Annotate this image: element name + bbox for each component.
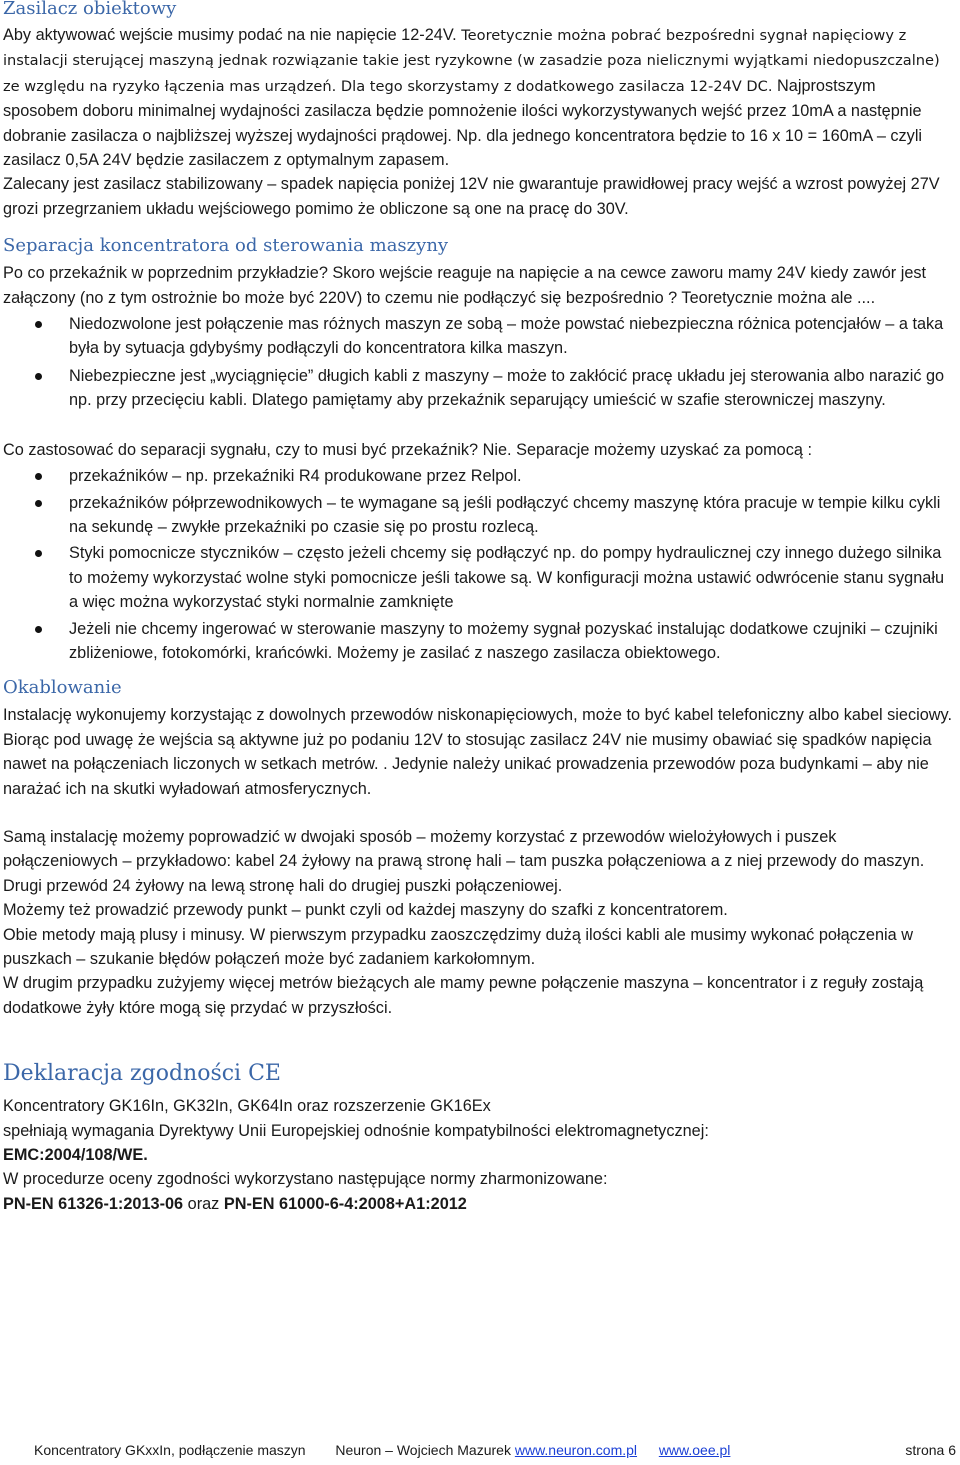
okablowanie-paragraph-4: Obie metody mają plusy i minusy. W pierwszym przypadku zaoszczędzimy dużą ilości kabli ale musimy wykonać połączenia w puszkach – szukanie błędów połączeń może być zadaniem karkołomnym. [3,925,913,968]
list-item: przekaźników – np. przekaźniki R4 produkowane przez Relpol. [3,464,955,488]
deklaracja-norms [3,1192,955,1216]
emc-directive: EMC:2004/108/WE. [3,1146,148,1165]
okablowanie-paragraph-2: Samą instalację możemy poprowadzić w dwojaki sposób – możemy korzystać z przewodów wielożyłowych i puszek połączeniowych – przykładowo: kabel 24 żyłowy na prawą stronę hali – tam puszka połączeniowa a z niej przewody do maszyn. Drugi przewód 24 żyłowy na lewą stronę hali do drugiej puszki połączeniowej. [3,827,925,895]
separacja-question: Co zastosować do separacji sygnału, czy to musi być przekaźnik? Nie. Separacje możemy uzyskać za pomocą : [3,440,812,459]
section-title-okablowanie: Okablowanie [3,677,122,699]
section-title-deklaracja: Deklaracja zgodności CE [3,1061,281,1087]
page-footer [34,1441,956,1459]
footer-link-neuron[interactable]: www.neuron.com.pl [514,1442,638,1458]
okablowanie-paragraph-3: Możemy też prowadzić przewody punkt – punkt czyli od każdej maszyny do szafki z koncentratorem. [3,901,728,920]
deklaracja-requirements: spełniają wymagania Dyrektywy Unii Europejskiej odnośnie kompatybilności elektromagnetycznej: [3,1121,709,1140]
list-item: Jeżeli nie chcemy ingerować w sterowanie maszyny to możemy sygnał pozyskać instalując dodatkowe czujniki – czujniki zbliżeniowe, fotokomórki, krańcówki. Możemy je zasilać z naszego zasilacza obiektowego. [3,617,955,666]
separacja-intro: Po co przekaźnik w poprzednim przykładzie? Skoro wejście reaguje na napięcie a na cewce zaworu mamy 24V kiedy zawór jest załączony (no z tym ostrożnie bo może być 220V) to czemu nie podłączyć się bezpośrednio ? Teoretycznie można ale .... [3,264,927,307]
section-title-separacja: Separacja koncentratora od sterowania maszyny [3,235,449,257]
footer-link-oee[interactable]: www.oee.pl [658,1442,731,1458]
page-number: 6 [948,1442,956,1458]
list-item: Niebezpieczne jest „wyciągnięcie” długich kabli z maszyny – może to zakłócić pracę układu jej sterowania albo narazić go np. przy przecięciu kabli. Dlatego pamiętamy aby przekaźnik separujący umieścić w szafie sterowniczej maszyny. [3,364,955,413]
footer-author: Neuron – Wojciech Mazurek [335,1442,511,1458]
okablowanie-paragraph-1: Instalację wykonujemy korzystając z dowolnych przewodów niskonapięciowych, może to być kabel telefoniczny albo kabel sieciowy. Biorąc pod uwagę że wejścia są aktywne już po podaniu 12V to stosując zasilacz 24V nie musimy obawiać się spadków napięcia nawet na połączeniach liczonych w setkach metrów. . Jedynie należy unikać prowadzenia przewodów poza budynkami – aby nie narażać ich na skutki wyładowań atmosferycznych. [3,706,952,798]
list-item: przekaźników półprzewodnikowych – te wymagane są jeśli podłączyć chcemy maszynę która pracuje w tempie kilku cykli na sekundę – zwykłe przekaźniki po czasie się po prostu rozlecą. [3,491,955,540]
footer-document-title: Koncentratory GKxxIn, podłączenie maszyn [34,1442,306,1458]
zasilacz-p1-lead: Aby aktywować wejście musimy podać na nie napięcie 12-24V. [3,26,462,44]
deklaracja-procedure: W procedurze oceny zgodności wykorzystano następujące normy zharmonizowane: [3,1170,608,1189]
page-label: strona [905,1442,945,1458]
okablowanie-paragraph-5: W drugim przypadku zużyjemy więcej metrów bieżących ale mamy pewne połączenie maszyna – koncentrator i z reguły zostają dodatkowe żyły które mogą się przydać w przyszłości. [3,974,924,1017]
zasilacz-p1-tail: Najprostszym sposobem doboru minimalnej wydajności zasilacza będzie pomnożenie ilości wykorzystywanych wejść przez 10mA a następnie dobranie zasilacza o najbliższej wyższej wydajności prądowej. Np. dla jednego koncentratora będzie to 16 x 10 = 160mA – czyli zasilacz 0,5A 24V będzie zasilaczem z optymalnym zapasem. [3,76,923,170]
footer-page-number [905,1441,956,1459]
norm-1: PN-EN 61326-1:2013-06 [3,1194,184,1213]
separacja-methods-list [3,464,955,665]
zasilacz-paragraph-1 [3,23,955,172]
norm-separator: oraz [183,1194,224,1213]
zasilacz-p1-middle: Teoretycznie można pobrać bezpośredni sygnał napięciowy z instalacji sterującej maszyną jednak rozwiązanie takie jest ryzykowne (w zasadzie poza nielicznymi wyjątkami niedopuszczalne) ze względu na ryzyko łączenia mas urządzeń. Dla tego skorzystamy z dodatkowego zasilacza 12-24V DC. [3,27,940,95]
list-item: Styki pomocnicze styczników – często jeżeli chcemy się podłączyć np. do pompy hydraulicznej czy innego dużego silnika to możemy wykorzystać wolne styki pomocnicze jeśli takowe są. W konfiguracji można ustawić odwrócenie stanu sygnału a więc można wykorzystać styki normalnie zamknięte [3,541,955,614]
norm-2: PN-EN 61000-6-4:2008+A1:2012 [223,1194,467,1213]
separacja-risks-list [3,312,955,413]
deklaracja-products: Koncentratory GK16In, GK32In, GK64In oraz rozszerzenie GK16Ex [3,1097,491,1116]
list-item: Niedozwolone jest połączenie mas różnych maszyn ze sobą – może powstać niebezpieczna różnica potencjałów – a taka była by sytuacja gdybyśmy podłączyli do koncentratora kilka maszyn. [3,312,955,361]
zasilacz-paragraph-2: Zalecany jest zasilacz stabilizowany – spadek napięcia poniżej 12V nie gwarantuje prawidłowej pracy wejść a wzrost powyżej 27V grozi przegrzaniem układu wejściowego pomimo że obliczone są one na pracę do 30V. [3,175,940,218]
section-title-zasilacz: Zasilacz obiektowy [3,0,177,19]
deklaracja-emc [3,1143,955,1167]
